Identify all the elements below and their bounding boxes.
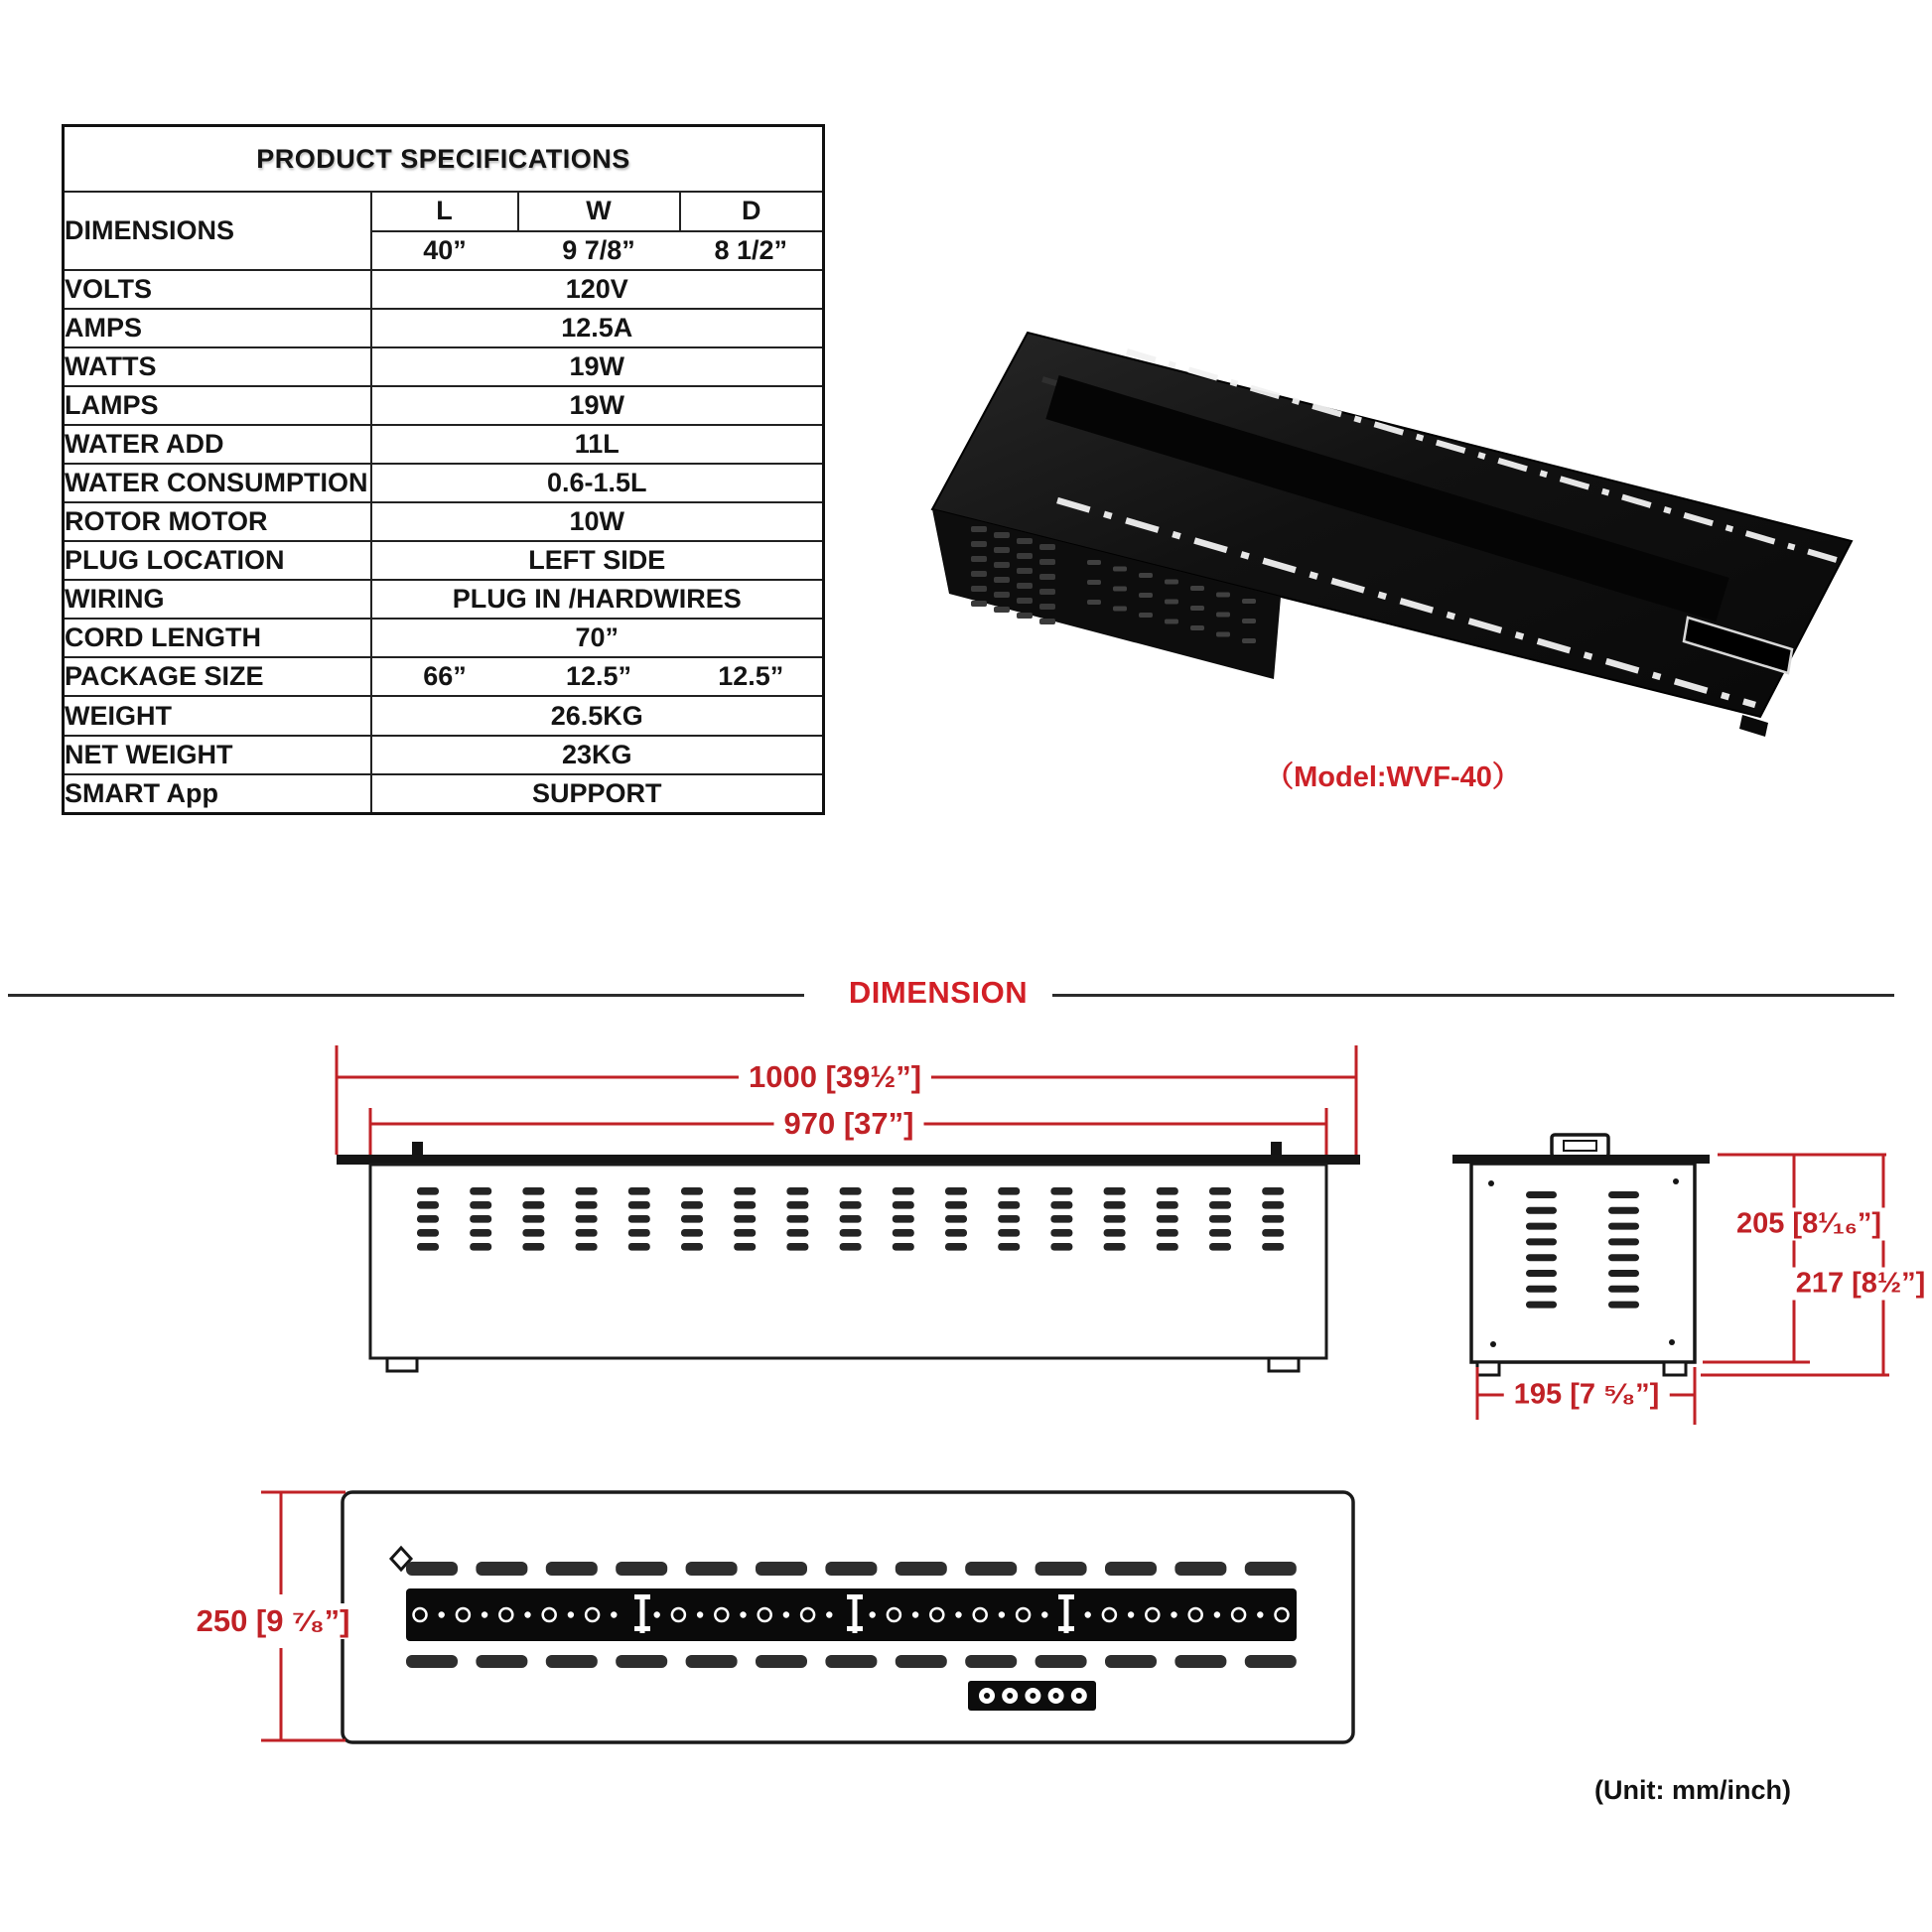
front-inner-width-label: 970 [37”] [774, 1106, 924, 1142]
front-tab-right [1271, 1142, 1282, 1155]
heading-rule-right [1052, 994, 1894, 997]
spec-row-value: 19W [371, 347, 824, 386]
spec-row-value: 66” [371, 657, 518, 696]
spec-row-value: 10W [371, 502, 824, 541]
spec-row [64, 309, 824, 347]
spec-row-value: 19W [371, 386, 824, 425]
spec-row-value: 0.6-1.5L [371, 464, 824, 502]
spec-row-value: LEFT SIDE [371, 541, 824, 580]
dim-header-d: D [680, 192, 824, 230]
spec-row [64, 580, 824, 619]
spec-label-dimensions: DIMENSIONS [64, 192, 371, 269]
spec-row-value: PLUG IN /HARDWIRES [371, 580, 824, 619]
spec-row-label: WATER CONSUMPTION [64, 464, 371, 502]
spec-row-label: WATER ADD [64, 425, 371, 464]
spec-row-value: 26.5KG [371, 696, 824, 735]
corner-foot [1739, 715, 1768, 737]
front-overall-width-label: 1000 [39½”] [739, 1059, 931, 1095]
side-body-height-label: 205 [8¹⁄₁₆”] [1726, 1208, 1891, 1241]
front-tab-left [412, 1142, 423, 1155]
front-foot-left [387, 1358, 417, 1371]
spec-row [64, 736, 824, 774]
side-depth-label: 195 [7 ⁵⁄₈”] [1504, 1379, 1670, 1412]
spec-row [64, 464, 824, 502]
spec-row [64, 696, 824, 735]
spec-row [64, 425, 824, 464]
spec-row-value: 23KG [371, 736, 824, 774]
spec-row-label: AMPS [64, 309, 371, 347]
spec-row-label: ROTOR MOTOR [64, 502, 371, 541]
spec-row-label: WATTS [64, 347, 371, 386]
dimension-heading: DIMENSION [848, 975, 1029, 1010]
spec-table [62, 124, 825, 815]
spec-row-label: LAMPS [64, 386, 371, 425]
spec-row-label: NET WEIGHT [64, 736, 371, 774]
top-view-drawing [179, 1477, 1380, 1761]
model-caption: （Model:WVF-40） [1265, 761, 1521, 793]
spec-row-value: 12.5A [371, 309, 824, 347]
spec-row [64, 619, 824, 657]
spec-row-label: SMART App [64, 774, 371, 814]
dim-header-l: L [371, 192, 518, 230]
side-foot-left [1477, 1362, 1499, 1375]
unit-note: (Unit: mm/inch) [1594, 1775, 1791, 1805]
spec-row-label: PACKAGE SIZE [64, 657, 371, 696]
spec-row-label: WIRING [64, 580, 371, 619]
spec-row [64, 386, 824, 425]
spec-row-value: 12.5” [680, 657, 824, 696]
side-view-drawing [1440, 1118, 1932, 1436]
spec-row-label: WEIGHT [64, 696, 371, 735]
spec-row [64, 347, 824, 386]
side-handle-grip [1564, 1141, 1596, 1151]
side-foot-right [1664, 1362, 1686, 1375]
dim-value-w: 9 7/8” [518, 231, 680, 270]
dim-header-w: W [518, 192, 680, 230]
top-depth-label: 250 [9 ⁷⁄₈”] [187, 1603, 360, 1639]
side-total-height-label: 217 [8½”] [1786, 1268, 1932, 1301]
spec-row [64, 541, 824, 580]
spec-row [64, 502, 824, 541]
spec-row-value: 120V [371, 270, 824, 309]
spec-row-value: 12.5” [518, 657, 680, 696]
spec-row-label: PLUG LOCATION [64, 541, 371, 580]
front-foot-right [1269, 1358, 1299, 1371]
spec-row-value: 11L [371, 425, 824, 464]
product-photo [894, 290, 1906, 766]
dim-value-d: 8 1/2” [680, 231, 824, 270]
spec-row [64, 657, 824, 696]
spec-row-value: SUPPORT [371, 774, 824, 814]
spec-row [64, 774, 824, 814]
side-body [1471, 1164, 1695, 1362]
heading-rule-left [8, 994, 804, 997]
spec-row [64, 270, 824, 309]
front-view-drawing [328, 1038, 1366, 1384]
dim-value-l: 40” [371, 231, 518, 270]
spec-row-value: 70” [371, 619, 824, 657]
spec-table-title: PRODUCT SPECIFICATIONS [64, 126, 824, 193]
spec-row-label: VOLTS [64, 270, 371, 309]
spec-row-label: CORD LENGTH [64, 619, 371, 657]
